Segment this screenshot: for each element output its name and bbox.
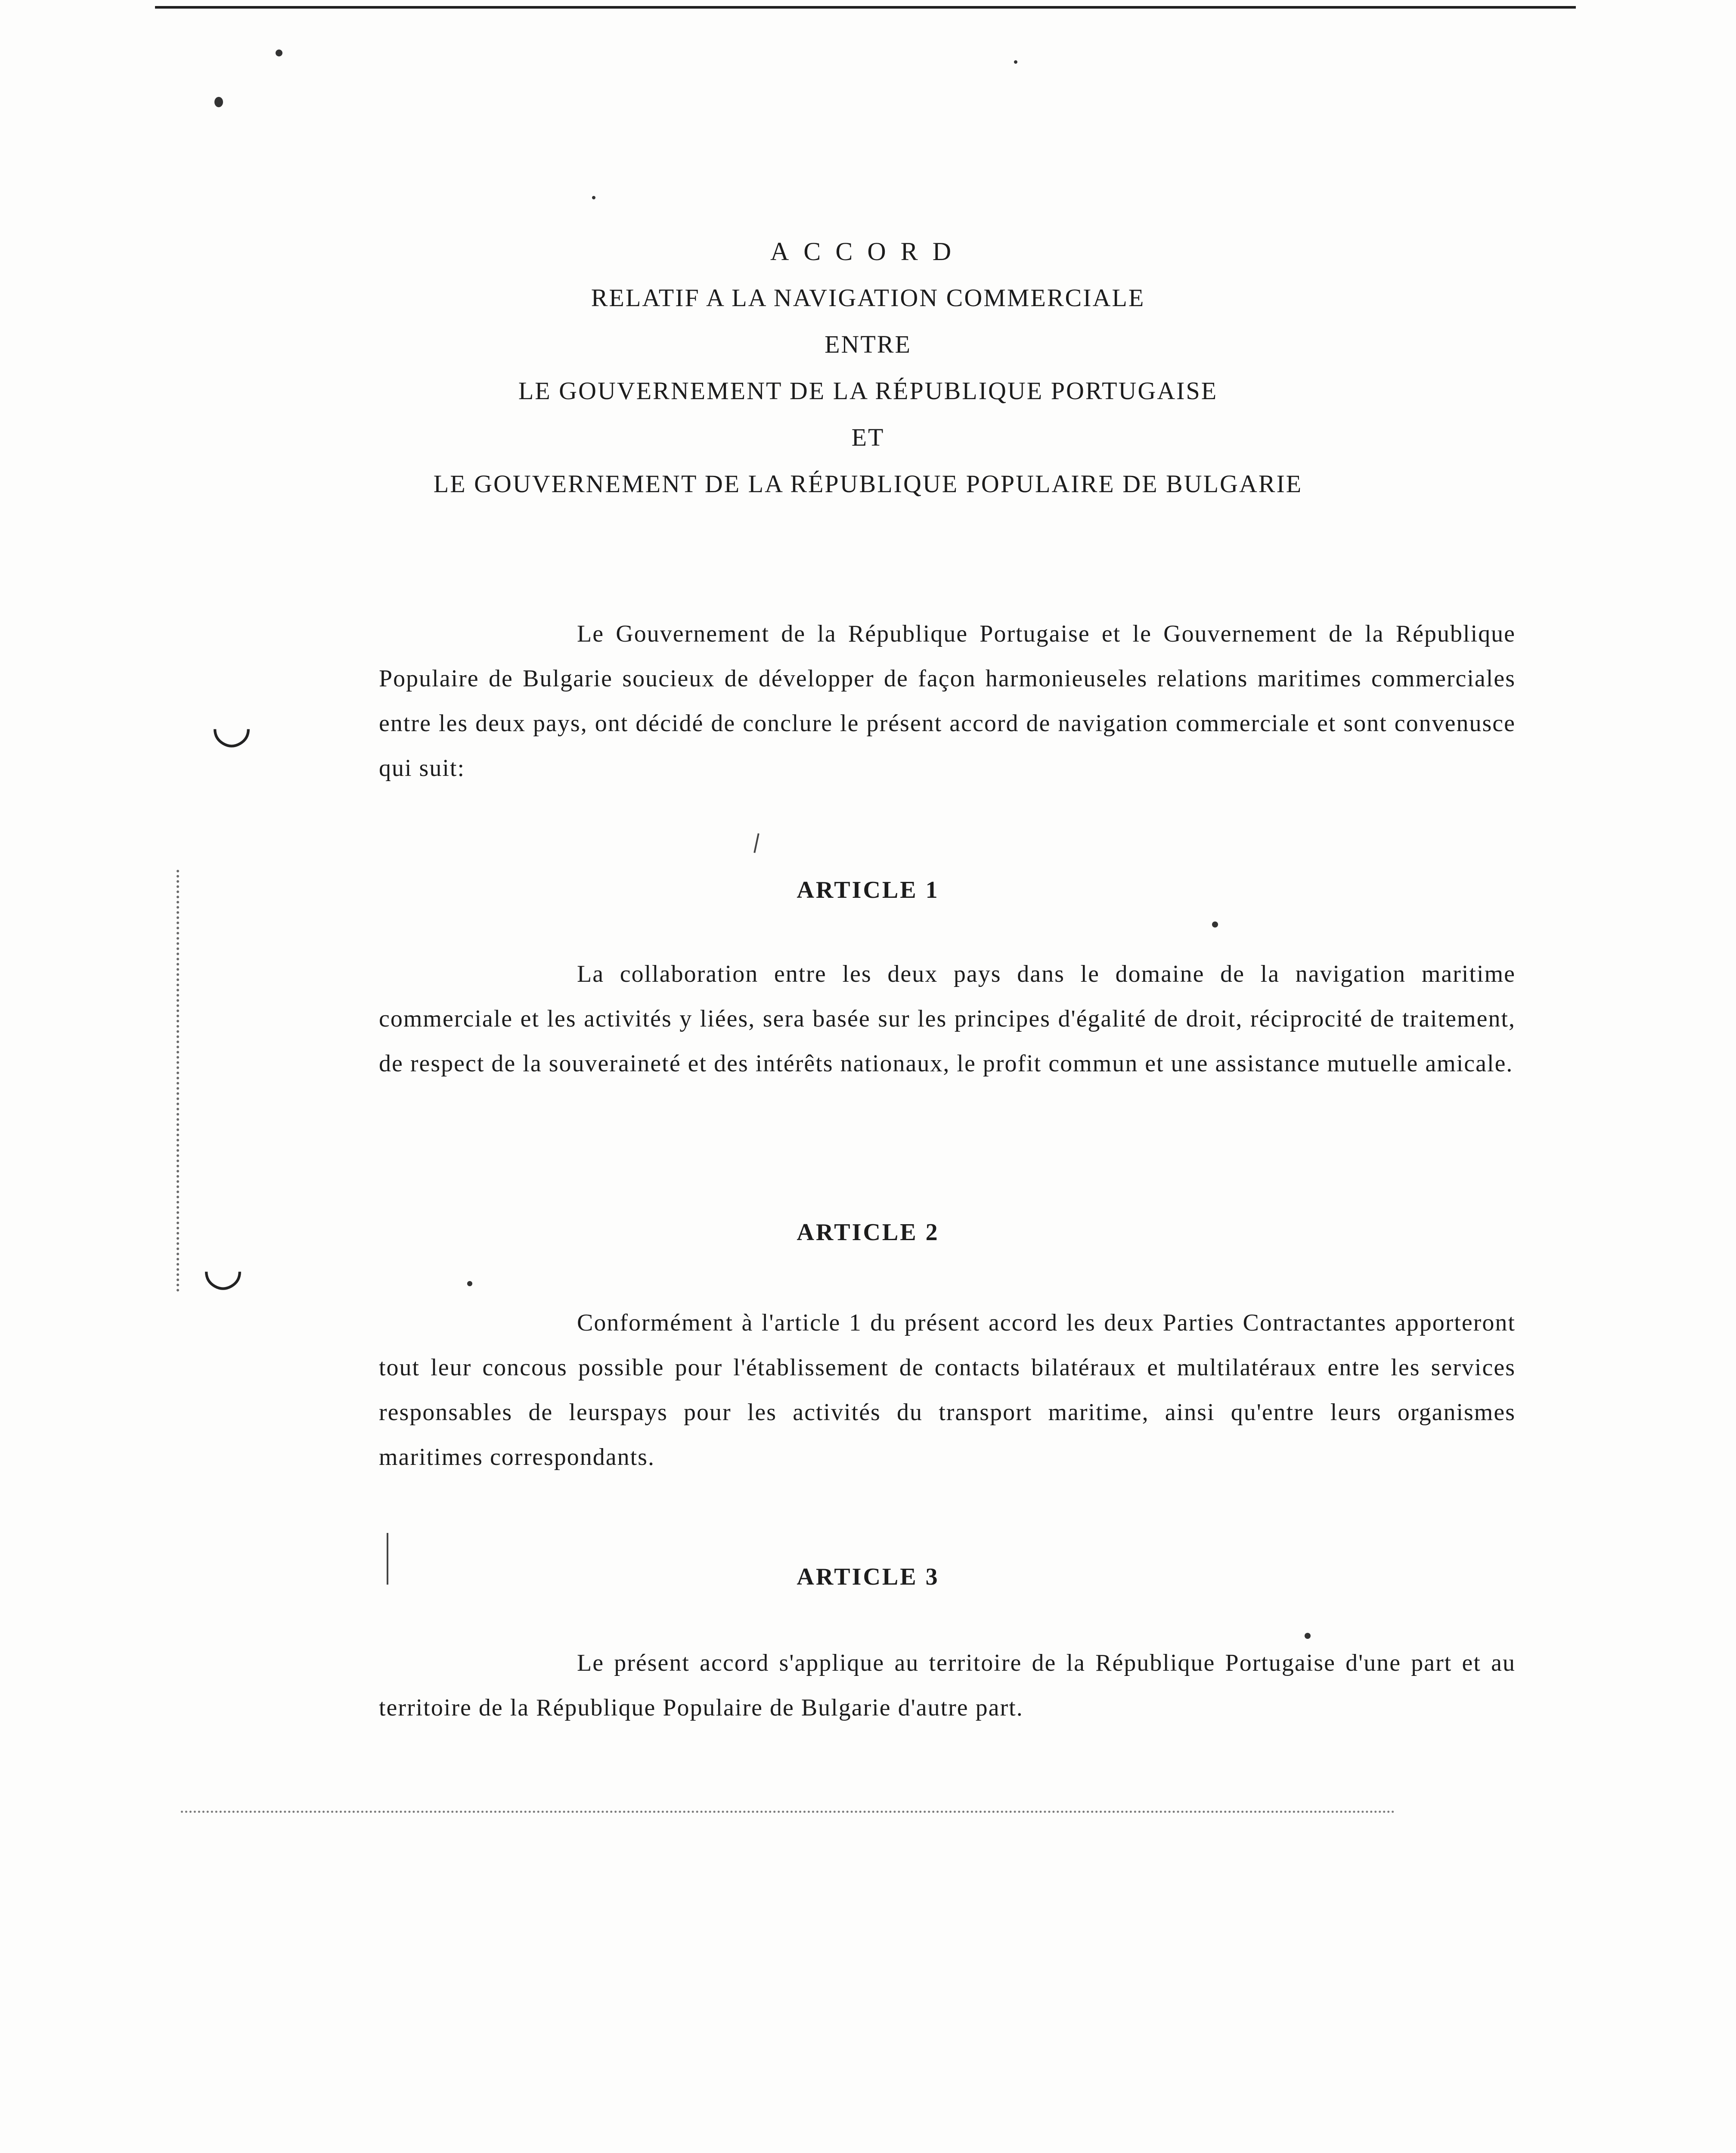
scan-speck [214, 97, 223, 107]
preamble-paragraph: Le Gouvernement de la République Portugaise et le Gouvernement de la République Populaire de Bulgarie soucieux de développer de façon harmonieuseles relations maritimes commerciales entre les deux pays, ont décidé de conclure le présent accord de navigation commerciale et sont convenusce qui suit: [379, 620, 1516, 782]
article-3-text: Le présent accord s'applique au territoire de la République Portugaise d'une part et au territoire de la République Populaire de Bulgarie d'autre part. [379, 1650, 1516, 1721]
scan-speck [467, 1281, 472, 1286]
scan-bracket-mark: ◡ [202, 1240, 244, 1295]
article-1-text: La collaboration entre les deux pays dans le domaine de la navigation maritime commerciale et les activités y liées, sera basée sur les principes d'égalité de droit, réciprocité de traitement, de respect de la souveraineté et des intérêts nationaux, le profit commun et une assistance mutuelle amicale. [379, 961, 1516, 1077]
article-2-text: Conformément à l'article 1 du présent accord les deux Parties Contractantes apporteront tout leur concous possible pour l'établissement de contacts bilatéraux et multilatéraux entre les services responsables de leurspays pour les activités du transport maritime, ainsi qu'entre leurs organismes maritimes correspondants. [379, 1309, 1516, 1470]
bottom-dotted-line [181, 1811, 1395, 1813]
scan-speck [276, 50, 282, 56]
document-title [0, 228, 1736, 507]
scan-speck [592, 196, 595, 199]
scan-bracket-mark: ◡ [211, 698, 252, 753]
scan-speck [1014, 60, 1017, 64]
article-2-heading: ARTICLE 2 [797, 1219, 939, 1246]
article-1-heading: ARTICLE 1 [797, 877, 939, 903]
scan-tick [387, 1533, 388, 1585]
title-line-4: LE GOUVERNEMENT DE LA RÉPUBLIQUE PORTUGAISE [518, 377, 1218, 405]
title-line-5: ET [851, 423, 885, 451]
title-line-2: RELATIF A LA NAVIGATION COMMERCIALE [591, 284, 1145, 312]
article-3-heading: ARTICLE 3 [797, 1564, 939, 1590]
top-border-line [155, 6, 1576, 9]
margin-dotted-line [177, 870, 182, 1292]
scan-speck [1212, 921, 1218, 928]
scan-speck [1305, 1633, 1311, 1639]
title-line-1: ACCORD [770, 237, 966, 266]
scan-tick [753, 833, 759, 853]
title-line-6: LE GOUVERNEMENT DE LA RÉPUBLIQUE POPULAIRE DE BULGARIE [433, 470, 1303, 498]
title-line-3: ENTRE [825, 330, 911, 358]
